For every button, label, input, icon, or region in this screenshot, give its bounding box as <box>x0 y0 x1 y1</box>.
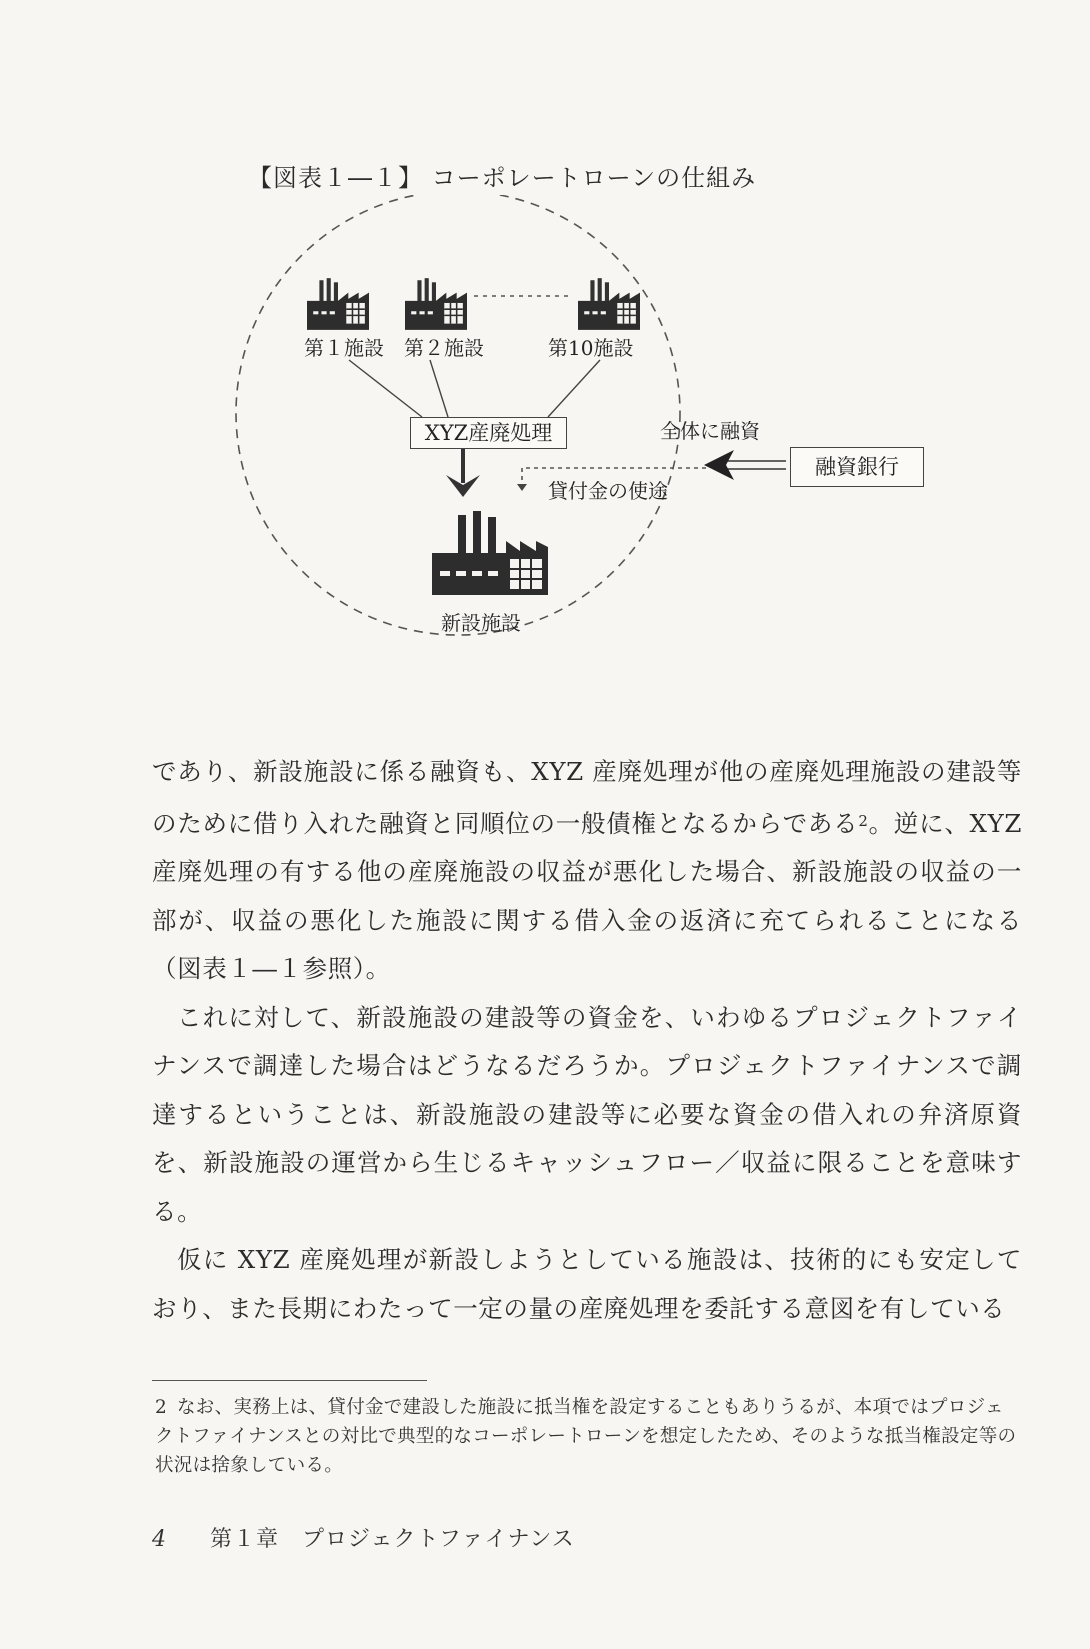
paragraph-1: であり、新設施設に係る融資も、XYZ 産廃処理が他の産廃処理施設の建設等のために借り入れた融資と同順位の一般債権となるからである$^2$。逆に、XYZ 産廃処理の有する他の産廃施設の収益が悪化した場合、新設施設の収益の一部が、収益の悪化した施設に関する借入金の返済に充てられることになる（図表１―１参照）。 <box>152 757 1022 983</box>
company-box: XYZ産廃処理 <box>410 417 567 449</box>
link-facility-2 <box>430 360 448 417</box>
paragraph-3: 仮に XYZ 産廃処理が新設しようとしている施設は、技術的にも安定しており、また長期にわたって一定の量の産廃処理を委託する意図を有している <box>152 1245 1022 1323</box>
factory-1-icon <box>307 278 369 330</box>
facility-10-label: 第10施設 <box>548 336 634 360</box>
page-number: 4 <box>152 1527 166 1552</box>
link-facility-1 <box>349 360 422 417</box>
loan-label: 全体に融資 <box>660 419 760 443</box>
use-of-funds-arrow-icon <box>517 484 527 491</box>
footnote-text: なお、実務上は、貸付金で建設した施設に抵当権を設定することもありうるが、本項ではプロジェクトファイナンスとの対比で典型的なコーポレートローンを想定したため、そのような抵当権設定等の状況は捨象している。 <box>155 1397 1017 1476</box>
facility-2-label: 第２施設 <box>404 336 484 360</box>
corporate-loan-diagram <box>0 195 1090 695</box>
figure-caption: 【図表１―１】 コーポレートローンの仕組み <box>248 164 757 192</box>
body-text <box>152 748 1022 1333</box>
page-footer <box>152 1522 575 1553</box>
footnote <box>155 1393 1022 1480</box>
new-facility-label: 新設施設 <box>441 611 521 635</box>
bank-box: 融資銀行 <box>790 447 924 487</box>
use-of-funds-label: 貸付金の使途 <box>548 479 668 503</box>
running-header-chapter: 第１章 プロジェクトファイナンス <box>210 1527 575 1552</box>
paragraph-2: これに対して、新設施設の建設等の資金を、いわゆるプロジェクトファイナンスで調達した場合はどうなるだろうか。プロジェクトファイナンスで調達するということは、新設施設の建設等に必要な資金の借入れの弁済原資を、新設施設の運営から生じるキャッシュフロー／収益に限ることを意味する。 <box>152 1002 1022 1226</box>
footnote-number: 2 <box>155 1397 168 1418</box>
factory-2-icon <box>405 278 467 330</box>
new-facility-icon <box>432 511 548 595</box>
footnote-reference[interactable]: 2 <box>858 811 869 830</box>
facility-1-label: 第１施設 <box>304 336 384 360</box>
footnote-divider <box>152 1380 427 1381</box>
loan-arrow-head-icon <box>704 450 734 480</box>
factory-10-icon <box>578 278 640 330</box>
link-facility-10 <box>548 360 600 417</box>
